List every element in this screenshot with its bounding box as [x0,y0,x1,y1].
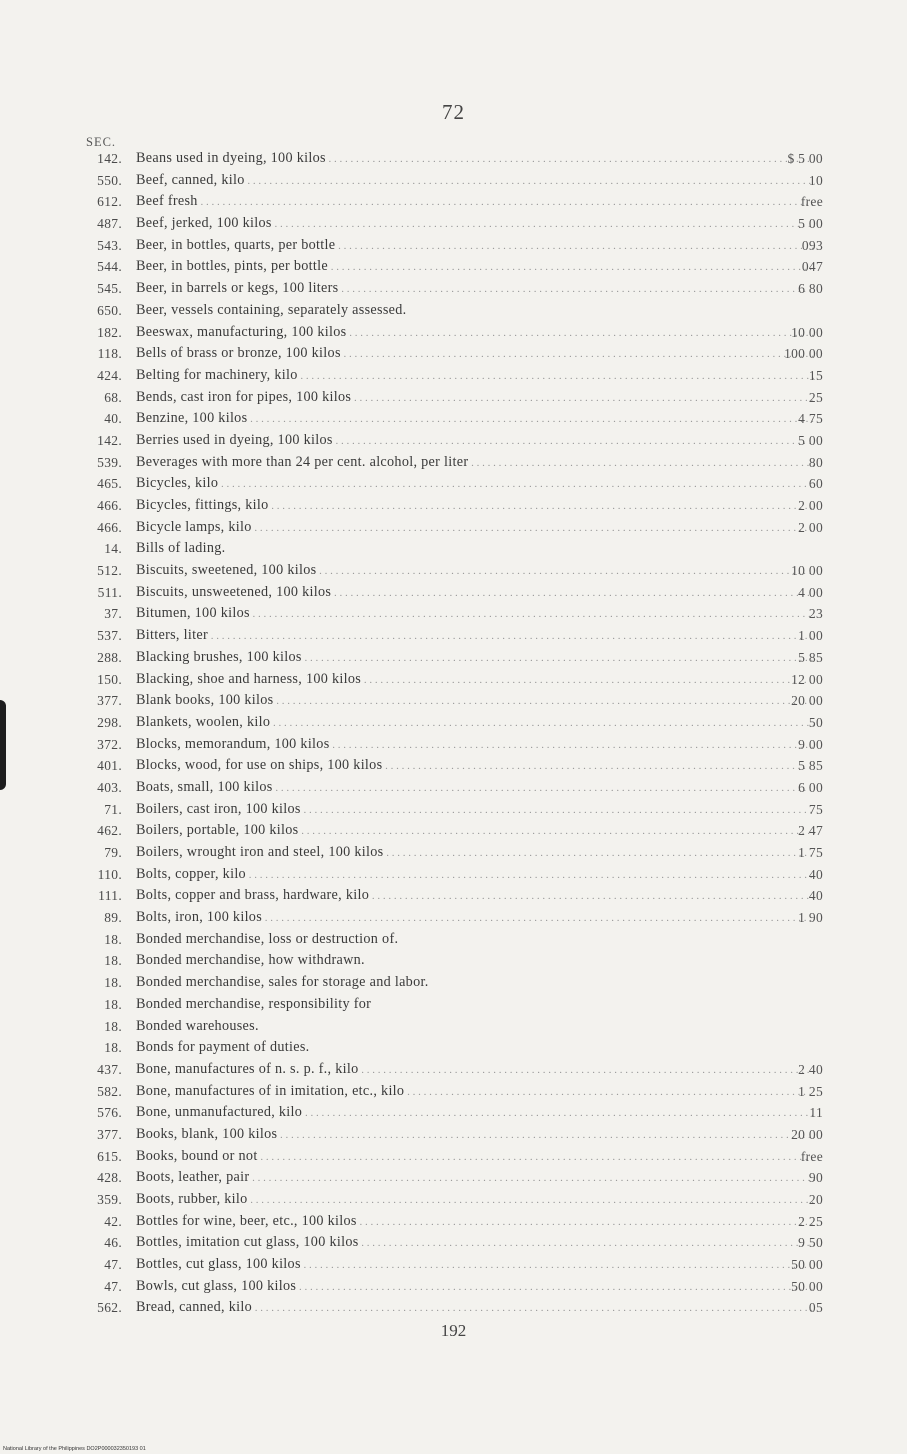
index-entry [0,712,907,734]
index-entry [0,473,907,495]
duty-rate: 5 00 [798,216,823,232]
section-number: 142. [97,432,122,448]
section-number: 111. [98,888,122,904]
entry-description: Blocks, memorandum, 100 kilos . . . [136,734,815,757]
duty-rate: 10 00 [791,324,823,340]
index-entry [0,1232,907,1254]
duty-rate: 6 00 [798,779,823,795]
section-number: 612. [97,194,122,210]
duty-rate: 10 00 [791,563,823,579]
duty-rate: 4 00 [798,584,823,600]
section-number: 539. [97,454,122,470]
duty-rate: 10 [808,172,823,188]
section-number: 288. [97,649,122,665]
library-credit: National Library of the Philippines DO2P000032350193 01 [3,1446,146,1452]
duty-rate: 11 [809,1105,823,1121]
index-entry [0,256,907,278]
index-entry [0,1211,907,1233]
section-number: 403. [97,779,122,795]
index-entry [0,560,907,582]
section-column-header: SEC. [86,135,117,149]
section-number: 437. [97,1061,122,1077]
index-entry [0,1297,907,1319]
duty-rate: 12 00 [791,671,823,687]
index-entry [0,365,907,387]
section-number: 465. [97,476,122,492]
entry-description: Boots, rubber, kilo . . . [136,1189,815,1212]
section-number: 18. [104,1018,122,1034]
index-entry [0,1037,907,1059]
entry-description: Boilers, wrought iron and steel, 100 kilos . . . [136,842,815,865]
section-number: 562. [97,1300,122,1316]
entry-description: Bread, canned, kilo . . . [136,1297,815,1320]
entry-description: Beverages with more than 24 per cent. alcohol, per liter . . . [136,452,815,475]
duty-rate: 4 75 [798,411,823,427]
entry-description: Beans used in dyeing, 100 kilos . . . [136,148,815,171]
section-number: 47. [104,1278,122,1294]
entry-description: Bells of brass or bronze, 100 kilos . . . [136,343,815,366]
entry-description: Bicycle lamps, kilo . . . [136,517,815,540]
index-entry [0,495,907,517]
section-number: 110. [97,866,122,882]
section-number: 18. [104,975,122,991]
duty-rate: 1 25 [798,1083,823,1099]
index-entry [0,972,907,994]
index-entry [0,1167,907,1189]
section-number: 650. [97,302,122,318]
index-entry [0,1059,907,1081]
entry-description: Bicycles, fittings, kilo . . . [136,495,815,518]
section-number: 511. [97,584,122,600]
duty-rate: 5 85 [798,758,823,774]
duty-rate: 5 85 [798,649,823,665]
section-number: 550. [97,172,122,188]
section-number: 401. [97,758,122,774]
entry-description: Boilers, cast iron, 100 kilos . . . [136,799,815,822]
index-entry [0,799,907,821]
section-number: 545. [97,281,122,297]
index-entry [0,517,907,539]
duty-rate: 6 80 [798,281,823,297]
entry-description: Beer, in bottles, pints, per bottle . . . [136,256,815,279]
entry-description: Blocks, wood, for use on ships, 100 kilos . . . [136,755,815,778]
section-number: 537. [97,628,122,644]
entry-description: Bends, cast iron for pipes, 100 kilos . . . [136,387,815,410]
duty-rate: 20 00 [791,1126,823,1142]
duty-rate: 50 [808,714,823,730]
index-entry [0,929,907,951]
footer-page-number: 192 [440,1321,467,1340]
entry-description: Bolts, copper, kilo . . . [136,864,815,887]
entry-description: Benzine, 100 kilos . . . [136,408,815,431]
entry-description: Books, bound or not . . . [136,1146,815,1169]
entry-description: Bone, unmanufactured, kilo . . . [136,1102,815,1125]
index-entry [0,950,907,972]
entry-description: Beef fresh . . . [136,191,815,214]
duty-rate: 2 00 [798,519,823,535]
section-number: 182. [97,324,122,340]
index-entry [0,994,907,1016]
section-number: 359. [97,1192,122,1207]
section-number: 71. [104,801,122,817]
section-number: 18. [104,931,122,947]
section-number: 18. [104,953,122,969]
index-entry [0,755,907,777]
entry-description: Bonds for payment of duties. [136,1039,310,1056]
duty-rate: free [800,194,823,210]
entry-description: Beeswax, manufacturing, 100 kilos . . . [136,322,815,345]
entry-description: Bicycles, kilo . . . [136,473,815,496]
index-entry [0,538,907,560]
entry-description: Boilers, portable, 100 kilos . . . [136,820,815,843]
section-number: 487. [97,216,122,232]
duty-rate: 40 [808,866,823,882]
index-entry [0,625,907,647]
duty-rate: 9 00 [798,736,823,752]
duty-rate: 25 [808,389,823,405]
index-entry [0,235,907,257]
index-entry [0,907,907,929]
index-entry [0,603,907,625]
index-entry [0,1189,907,1211]
section-number: 298. [97,714,122,730]
duty-rate: 047 [801,259,823,275]
entry-description: Biscuits, unsweetened, 100 kilos . . . [136,582,815,605]
index-entry [0,864,907,886]
duty-rate: 5 00 [798,432,823,448]
index-entry [0,885,907,907]
index-entry [0,408,907,430]
duty-rate: 2 25 [798,1213,823,1229]
section-number: 543. [97,237,122,253]
index-entry [0,213,907,235]
index-entry [0,1254,907,1276]
entry-description: Belting for machinery, kilo . . . [136,365,815,388]
section-number: 79. [104,845,122,860]
duty-rate: 9 50 [798,1235,823,1251]
section-number: 89. [104,910,122,926]
duty-rate: 20 00 [791,693,823,709]
duty-rate: free [800,1148,823,1164]
entry-description: Bonded merchandise, loss or destruction of. [136,930,399,947]
index-entry [0,322,907,344]
index-entry [0,1276,907,1298]
section-number: 46. [104,1235,122,1251]
entry-description: Bonded merchandise, responsibility for [136,995,372,1012]
entry-description: Blacking, shoe and harness, 100 kilos . . . [136,669,815,692]
entry-description: Biscuits, sweetened, 100 kilos . . . [136,560,815,583]
duty-rate: 1 90 [798,910,823,926]
section-number: 582. [97,1083,122,1099]
section-number: 40. [104,411,122,427]
section-number: 18. [104,996,122,1012]
section-number: 18. [104,1040,122,1056]
index-entry [0,669,907,691]
entry-description: Bottles, cut glass, 100 kilos . . . [136,1254,815,1277]
duty-rate: 1 75 [798,845,823,860]
index-entry [0,690,907,712]
duty-rate: 60 [808,476,823,492]
section-number: 462. [97,823,122,839]
duty-rate: 093 [801,237,823,253]
section-number: 42. [104,1213,122,1229]
entry-description: Bitumen, 100 kilos . . . [136,603,815,626]
entry-description: Beef, jerked, 100 kilos . . . [136,213,815,236]
entry-description: Bolts, iron, 100 kilos . . . [136,907,815,930]
index-entry [0,820,907,842]
tariff-index-list [0,148,907,1319]
index-entry [0,1081,907,1103]
section-number: 14. [104,541,122,557]
entry-description: Bonded warehouses. [136,1017,259,1034]
entry-description: Beer, vessels containing, separately assessed. [136,301,407,318]
duty-rate: 20 [808,1192,823,1207]
entry-description: Bolts, copper and brass, hardware, kilo . . . [136,885,815,908]
entry-description: Beer, in barrels or kegs, 100 liters . . . [136,278,815,301]
entry-description: Berries used in dyeing, 100 kilos . . . [136,430,815,453]
section-number: 377. [97,693,122,709]
index-entry [0,430,907,452]
duty-rate: 05 [808,1300,823,1316]
section-number: 142. [97,151,122,166]
entry-description: Bonded merchandise, sales for storage and labor. [136,974,429,991]
entry-description: Bone, manufactures of n. s. p. f., kilo . . . [136,1059,815,1082]
entry-description: Bottles, imitation cut glass, 100 kilos . . . [136,1232,815,1255]
section-number: 466. [97,519,122,535]
section-number: 466. [97,498,122,513]
section-number: 576. [97,1105,122,1121]
duty-rate: 23 [808,606,823,622]
duty-rate: 1 00 [798,628,823,644]
index-entry [0,777,907,799]
section-number: 47. [104,1257,122,1273]
index-entry [0,452,907,474]
index-entry [0,734,907,756]
duty-rate: 100 00 [784,346,823,362]
section-number: 37. [104,606,122,622]
duty-rate: 90 [808,1170,823,1186]
section-number: 544. [97,259,122,275]
section-number: 68. [104,389,122,405]
index-entry [0,300,907,322]
entry-description: Books, blank, 100 kilos . . . [136,1124,815,1147]
duty-rate: 75 [808,801,823,817]
page-number: 72 [442,100,465,124]
index-entry [0,582,907,604]
duty-rate: 15 [808,367,823,383]
section-number: 424. [97,367,122,383]
entry-description: Beer, in bottles, quarts, per bottle . . . [136,235,815,258]
section-number: 372. [97,736,122,752]
entry-description: Boots, leather, pair . . . [136,1167,815,1190]
index-entry [0,842,907,864]
section-number: 377. [97,1126,122,1142]
duty-rate: 2 40 [798,1061,823,1077]
section-number: 150. [97,671,122,687]
duty-rate: 2 47 [798,823,823,839]
duty-rate: $ 5 00 [787,151,823,166]
index-entry [0,191,907,213]
duty-rate: 50 00 [791,1257,823,1273]
entry-description: Blankets, woolen, kilo . . . [136,712,815,735]
index-entry [0,278,907,300]
duty-rate: 80 [808,454,823,470]
index-entry [0,1102,907,1124]
entry-description: Bitters, liter . . . [136,625,815,648]
index-entry [0,647,907,669]
index-entry [0,387,907,409]
index-entry [0,343,907,365]
index-entry [0,170,907,192]
index-entry [0,1124,907,1146]
index-entry [0,148,907,170]
entry-description: Blank books, 100 kilos . . . [136,690,815,713]
duty-rate: 40 [808,888,823,904]
entry-description: Bowls, cut glass, 100 kilos . . . [136,1276,815,1299]
entry-description: Beef, canned, kilo . . . [136,170,815,193]
entry-description: Bonded merchandise, how withdrawn. [136,952,365,969]
entry-description: Bottles for wine, beer, etc., 100 kilos . . . [136,1211,815,1234]
entry-description: Blacking brushes, 100 kilos . . . [136,647,815,670]
section-number: 615. [97,1148,122,1164]
entry-description: Boats, small, 100 kilos . . . [136,777,815,800]
section-number: 428. [97,1170,122,1186]
index-entry [0,1146,907,1168]
entry-description: Bone, manufactures of in imitation, etc., kilo . . . [136,1081,815,1104]
duty-rate: 50 00 [791,1278,823,1294]
section-number: 118. [97,346,122,362]
duty-rate: 2 00 [798,498,823,513]
entry-description: Bills of lading. [136,540,226,557]
index-entry [0,1016,907,1038]
section-number: 512. [97,563,122,579]
